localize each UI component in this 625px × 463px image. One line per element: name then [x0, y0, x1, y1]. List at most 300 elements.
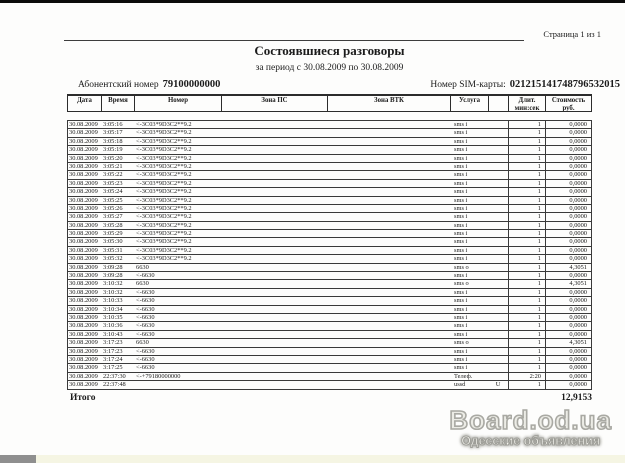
call-row [67, 230, 592, 238]
service-cell: sms i [454, 137, 468, 145]
zone-ps-cell [221, 339, 327, 346]
zone-vtk-cell [327, 306, 450, 313]
date-cell: 30.08.2009 [69, 196, 98, 204]
cost-cell: 0,0000 [545, 188, 591, 195]
date-cell: 30.08.2009 [69, 280, 98, 288]
call-row [67, 381, 592, 389]
date-cell: 30.08.2009 [69, 204, 98, 212]
service-cell: sms i [454, 179, 468, 187]
service-cell: sms i [454, 297, 468, 305]
duration-cell: 1 [508, 205, 545, 212]
number-cell: <-3C03*9D3C2**9.2 [136, 204, 192, 212]
number-cell: <-3C03*9D3C2**9.2 [136, 188, 192, 196]
account-info-row [67, 79, 620, 90]
date-cell: 30.08.2009 [69, 230, 98, 238]
zone-ps-cell [221, 381, 327, 388]
duration-cell: 1 [508, 238, 545, 245]
date-cell: 30.08.2009 [69, 355, 98, 363]
call-row [67, 289, 592, 297]
service-cell: sms i [454, 154, 468, 162]
zone-vtk-cell [327, 247, 450, 254]
date-cell: 30.08.2009 [69, 137, 98, 145]
time-cell: 3:05:26 [103, 204, 123, 212]
call-row [67, 155, 592, 163]
flag-cell [488, 264, 508, 271]
call-row [67, 238, 592, 246]
date-cell: 30.08.2009 [69, 162, 98, 170]
date-cell: 30.08.2009 [69, 381, 98, 389]
duration-cell: 1 [508, 255, 545, 262]
duration-cell: 1 [508, 121, 545, 128]
date-cell: 30.08.2009 [69, 272, 98, 280]
zone-ps-cell [221, 197, 327, 204]
zone-vtk-cell [327, 163, 450, 170]
watermark [449, 406, 612, 449]
document-title: Состоявшиеся разговоры [254, 43, 405, 58]
service-cell: sms i [454, 196, 468, 204]
time-cell: 3:05:19 [103, 146, 123, 154]
call-row [67, 247, 592, 255]
flag-cell [488, 146, 508, 153]
duration-cell: 1 [508, 188, 545, 195]
date-cell: 30.08.2009 [69, 238, 98, 246]
flag-cell [488, 188, 508, 195]
flag-cell [488, 306, 508, 313]
call-row [67, 280, 592, 288]
zone-vtk-cell [327, 364, 450, 371]
zone-ps-cell [221, 280, 327, 287]
time-cell: 3:10:32 [103, 288, 123, 296]
number-cell: <-3C03*9D3C2**9.2 [136, 154, 192, 162]
column-header-zone-ps: Зона ПС [221, 96, 327, 111]
duration-cell: 1 [508, 339, 545, 346]
date-cell: 30.08.2009 [69, 129, 98, 137]
zone-ps-cell [221, 163, 327, 170]
call-row [67, 129, 592, 137]
zone-ps-cell [221, 322, 327, 329]
zone-ps-cell [221, 146, 327, 153]
zone-ps-cell [221, 205, 327, 212]
date-cell: 30.08.2009 [69, 146, 98, 154]
service-cell: sms i [454, 188, 468, 196]
flag-cell: U [495, 381, 501, 389]
service-cell: sms i [454, 221, 468, 229]
zone-ps-cell [221, 129, 327, 136]
number-cell: <-6630 [136, 364, 155, 372]
cost-cell: 0,0000 [545, 255, 591, 262]
zone-vtk-cell [327, 146, 450, 153]
flag-cell [488, 297, 508, 304]
cost-cell: 0,0000 [545, 238, 591, 245]
flag-cell [488, 356, 508, 363]
column-header-number: Номер [134, 96, 221, 111]
call-row [67, 163, 592, 171]
duration-cell: 1 [508, 364, 545, 371]
zone-vtk-cell [327, 121, 450, 128]
duration-cell: 1 [508, 155, 545, 162]
zone-ps-cell [221, 331, 327, 338]
time-cell: 3:17:24 [103, 355, 123, 363]
flag-cell [488, 138, 508, 145]
zone-vtk-cell [327, 238, 450, 245]
column-header-time: Время [101, 96, 134, 111]
number-cell: <-3C03*9D3C2**9.2 [136, 255, 192, 263]
cost-cell: 0,0000 [545, 213, 591, 220]
date-cell: 30.08.2009 [69, 188, 98, 196]
table-header [67, 94, 592, 112]
total-value: 12,9153 [561, 393, 592, 403]
zone-vtk-cell [327, 381, 450, 388]
zone-vtk-cell [327, 205, 450, 212]
number-cell: <-3C03*9D3C2**9.2 [136, 146, 192, 154]
date-cell: 30.08.2009 [69, 213, 98, 221]
cost-cell: 0,0000 [545, 272, 591, 279]
zone-ps-cell [221, 247, 327, 254]
zone-vtk-cell [327, 155, 450, 162]
zone-vtk-cell [327, 188, 450, 195]
flag-cell [488, 331, 508, 338]
call-row [67, 197, 592, 205]
sim-info [430, 79, 620, 90]
date-cell: 30.08.2009 [69, 322, 98, 330]
time-cell: 3:10:36 [103, 322, 123, 330]
cost-cell: 0,0000 [545, 197, 591, 204]
time-cell: 3:05:28 [103, 221, 123, 229]
column-header-service: Услуга [450, 96, 488, 111]
service-cell: sms i [454, 364, 468, 372]
flag-cell [488, 155, 508, 162]
flag-cell [488, 197, 508, 204]
service-cell: sms i [454, 121, 468, 128]
call-row [67, 272, 592, 280]
zone-ps-cell [221, 171, 327, 178]
cost-cell: 0,0000 [545, 348, 591, 355]
duration-cell: 1 [508, 129, 545, 136]
duration-cell: 2:20 [508, 373, 545, 380]
time-cell: 3:05:27 [103, 213, 123, 221]
flag-cell [488, 364, 508, 371]
call-row [67, 314, 592, 322]
zone-ps-cell [221, 264, 327, 271]
time-cell: 3:05:16 [103, 121, 123, 128]
zone-ps-cell [221, 364, 327, 371]
duration-cell: 1 [508, 247, 545, 254]
number-cell: <-6630 [136, 322, 155, 330]
zone-vtk-cell [327, 280, 450, 287]
flag-cell [488, 230, 508, 237]
number-cell: <-6630 [136, 272, 155, 280]
call-row [67, 146, 592, 154]
cost-cell: 0,0000 [545, 230, 591, 237]
time-cell: 3:17:23 [103, 347, 123, 355]
call-row [67, 121, 592, 129]
zone-vtk-cell [327, 289, 450, 296]
zone-ps-cell [221, 348, 327, 355]
table-body [67, 120, 592, 390]
call-row [67, 171, 592, 179]
cost-cell: 0,0000 [545, 306, 591, 313]
flag-cell [488, 322, 508, 329]
date-cell: 30.08.2009 [69, 313, 98, 321]
service-cell: sms i [454, 246, 468, 254]
call-row [67, 255, 592, 263]
duration-cell: 1 [508, 213, 545, 220]
zone-vtk-cell [327, 255, 450, 262]
duration-cell: 1 [508, 197, 545, 204]
bottom-strip-left-segment [0, 455, 36, 463]
time-cell: 3:05:25 [103, 196, 123, 204]
date-cell: 30.08.2009 [69, 121, 98, 128]
time-cell: 3:05:29 [103, 230, 123, 238]
cost-cell: 0,0000 [545, 373, 591, 380]
time-cell: 3:09:28 [103, 272, 123, 280]
time-cell: 3:10:34 [103, 305, 123, 313]
date-cell: 30.08.2009 [69, 221, 98, 229]
zone-ps-cell [221, 138, 327, 145]
time-cell: 3:10:43 [103, 330, 123, 338]
flag-cell [488, 280, 508, 287]
number-cell: <-3C03*9D3C2**9.2 [136, 221, 192, 229]
zone-vtk-cell [327, 373, 450, 380]
time-cell: 3:05:23 [103, 179, 123, 187]
cost-cell: 4,3051 [545, 264, 591, 271]
number-cell: <-3C03*9D3C2**9.2 [136, 246, 192, 254]
number-cell: <-6630 [136, 347, 155, 355]
flag-cell [488, 121, 508, 128]
call-row [67, 222, 592, 230]
duration-cell: 1 [508, 138, 545, 145]
number-cell: <-3C03*9D3C2**9.2 [136, 121, 192, 128]
duration-cell: 1 [508, 163, 545, 170]
time-cell: 3:05:22 [103, 171, 123, 179]
cost-cell: 0,0000 [545, 180, 591, 187]
zone-vtk-cell [327, 322, 450, 329]
service-cell: sms i [454, 204, 468, 212]
number-cell: <-6630 [136, 305, 155, 313]
duration-cell: 1 [508, 272, 545, 279]
flag-cell [488, 238, 508, 245]
call-row [67, 297, 592, 305]
column-header-duration: Длит. мин:сек [508, 96, 545, 111]
cost-cell: 0,0000 [545, 356, 591, 363]
number-cell: <-3C03*9D3C2**9.2 [136, 162, 192, 170]
time-cell: 3:09:28 [103, 263, 123, 271]
duration-cell: 1 [508, 289, 545, 296]
duration-cell: 1 [508, 180, 545, 187]
flag-cell [488, 314, 508, 321]
service-cell: sms i [454, 255, 468, 263]
cost-cell: 0,0000 [545, 222, 591, 229]
zone-ps-cell [221, 297, 327, 304]
cost-cell: 4,3051 [545, 280, 591, 287]
number-cell [134, 381, 221, 388]
zone-vtk-cell [327, 356, 450, 363]
time-cell: 3:10:33 [103, 297, 123, 305]
column-header-zone-vtk: Зона ВТК [327, 96, 450, 111]
duration-cell: 1 [508, 222, 545, 229]
zone-ps-cell [221, 155, 327, 162]
zone-ps-cell [221, 222, 327, 229]
call-row [67, 138, 592, 146]
cost-cell: 0,0000 [545, 364, 591, 371]
number-cell: <-+79180000000 [136, 372, 181, 380]
flag-cell [488, 163, 508, 170]
flag-cell [488, 129, 508, 136]
service-cell: sms i [454, 313, 468, 321]
flag-cell [488, 205, 508, 212]
call-row [67, 356, 592, 364]
time-cell: 3:10:32 [103, 280, 123, 288]
duration-cell: 1 [508, 297, 545, 304]
call-row [67, 264, 592, 272]
date-cell: 30.08.2009 [69, 339, 98, 347]
period-subtitle: за период с 30.08.2009 по 30.08.2009 [255, 63, 404, 73]
call-row [67, 180, 592, 188]
duration-cell: 1 [508, 348, 545, 355]
zone-ps-cell [221, 356, 327, 363]
duration-cell: 1 [508, 264, 545, 271]
duration-cell: 1 [508, 230, 545, 237]
zone-ps-cell [221, 314, 327, 321]
service-cell: sms o [454, 339, 469, 347]
call-row [67, 348, 592, 356]
sim-label: Номер SIM-карты: [430, 80, 506, 90]
duration-cell: 1 [508, 146, 545, 153]
cost-cell: 0,0000 [545, 121, 591, 128]
zone-ps-cell [221, 230, 327, 237]
time-cell: 3:05:17 [103, 129, 123, 137]
number-cell: <-3C03*9D3C2**9.2 [136, 137, 192, 145]
zone-vtk-cell [327, 297, 450, 304]
date-cell: 30.08.2009 [69, 255, 98, 263]
call-row [67, 373, 592, 381]
number-cell: <-6630 [136, 288, 155, 296]
call-row [67, 205, 592, 213]
service-cell: sms i [454, 213, 468, 221]
call-row [67, 188, 592, 196]
zone-vtk-cell [327, 171, 450, 178]
date-cell: 30.08.2009 [69, 171, 98, 179]
service-cell: sms i [454, 322, 468, 330]
number-cell: <-3C03*9D3C2**9.2 [136, 129, 192, 137]
flag-cell [488, 247, 508, 254]
date-cell: 30.08.2009 [69, 263, 98, 271]
date-cell: 30.08.2009 [69, 154, 98, 162]
number-cell: 6630 [136, 280, 149, 288]
call-row [67, 364, 592, 372]
zone-ps-cell [221, 238, 327, 245]
duration-cell: 1 [508, 306, 545, 313]
zone-vtk-cell [327, 213, 450, 220]
flag-cell [488, 171, 508, 178]
watermark-title: Board.od.ua [449, 405, 612, 435]
duration-cell: 1 [508, 280, 545, 287]
zone-ps-cell [221, 180, 327, 187]
service-cell: sms i [454, 171, 468, 179]
number-cell: <-3C03*9D3C2**9.2 [136, 196, 192, 204]
service-cell: sms i [454, 238, 468, 246]
zone-ps-cell [221, 373, 327, 380]
service-cell: sms i [454, 330, 468, 338]
date-cell: 30.08.2009 [69, 246, 98, 254]
flag-cell [488, 222, 508, 229]
duration-cell: 1 [508, 322, 545, 329]
date-cell: 30.08.2009 [69, 305, 98, 313]
cost-cell: 0,0000 [545, 331, 591, 338]
cost-cell: 0,0000 [545, 155, 591, 162]
time-cell: 3:05:18 [103, 137, 123, 145]
zone-ps-cell [221, 188, 327, 195]
zone-vtk-cell [327, 264, 450, 271]
zone-vtk-cell [327, 180, 450, 187]
time-cell: 3:05:20 [103, 154, 123, 162]
time-cell: 3:05:21 [103, 162, 123, 170]
flag-cell [488, 255, 508, 262]
call-row [67, 331, 592, 339]
watermark-subtitle: Одесские объявления [461, 434, 601, 448]
number-cell: <-6630 [136, 355, 155, 363]
zone-ps-cell [221, 121, 327, 128]
flag-cell [488, 289, 508, 296]
zone-vtk-cell [327, 339, 450, 346]
time-cell: 3:05:32 [103, 255, 123, 263]
zone-ps-cell [221, 272, 327, 279]
service-cell: ussd [454, 381, 466, 389]
zone-vtk-cell [327, 331, 450, 338]
page-number-label: Страница 1 из 1 [543, 29, 601, 39]
number-cell: <-6630 [136, 313, 155, 321]
total-row [67, 393, 592, 403]
service-cell: sms i [454, 272, 468, 280]
service-cell: Телеф. [454, 372, 473, 380]
number-cell: 6630 [136, 263, 149, 271]
duration-cell: 1 [508, 356, 545, 363]
sim-number: 021215141748796532015 [509, 79, 620, 90]
service-cell: sms i [454, 288, 468, 296]
service-cell: sms o [454, 263, 469, 271]
duration-cell: 1 [508, 314, 545, 321]
cost-cell: 0,0000 [545, 322, 591, 329]
call-row [67, 306, 592, 314]
abonent-number: 79100000000 [162, 79, 221, 90]
service-cell: sms i [454, 355, 468, 363]
number-cell: 6630 [136, 339, 149, 347]
column-header-date: Дата [77, 97, 92, 104]
flag-cell [488, 373, 508, 380]
cost-cell: 0,0000 [545, 129, 591, 136]
cost-cell: 0,0000 [545, 205, 591, 212]
header-rule [64, 40, 524, 41]
cost-cell: 0,0000 [545, 146, 591, 153]
service-cell: sms o [454, 280, 469, 288]
total-label: Итого [70, 393, 96, 403]
date-cell: 30.08.2009 [69, 179, 98, 187]
date-cell: 30.08.2009 [69, 297, 98, 305]
service-cell: sms i [454, 347, 468, 355]
time-cell: 3:17:23 [103, 339, 123, 347]
time-cell: 3:05:24 [103, 188, 123, 196]
service-cell: sms i [454, 146, 468, 154]
call-row [67, 339, 592, 347]
number-cell: <-3C03*9D3C2**9.2 [136, 238, 192, 246]
date-cell: 30.08.2009 [69, 288, 98, 296]
time-cell: 3:05:31 [103, 246, 123, 254]
date-cell: 30.08.2009 [69, 347, 98, 355]
cost-cell: 0,0000 [545, 297, 591, 304]
top-black-bar [0, 0, 625, 3]
time-cell: 22:37:48 [103, 381, 126, 389]
zone-ps-cell [221, 306, 327, 313]
